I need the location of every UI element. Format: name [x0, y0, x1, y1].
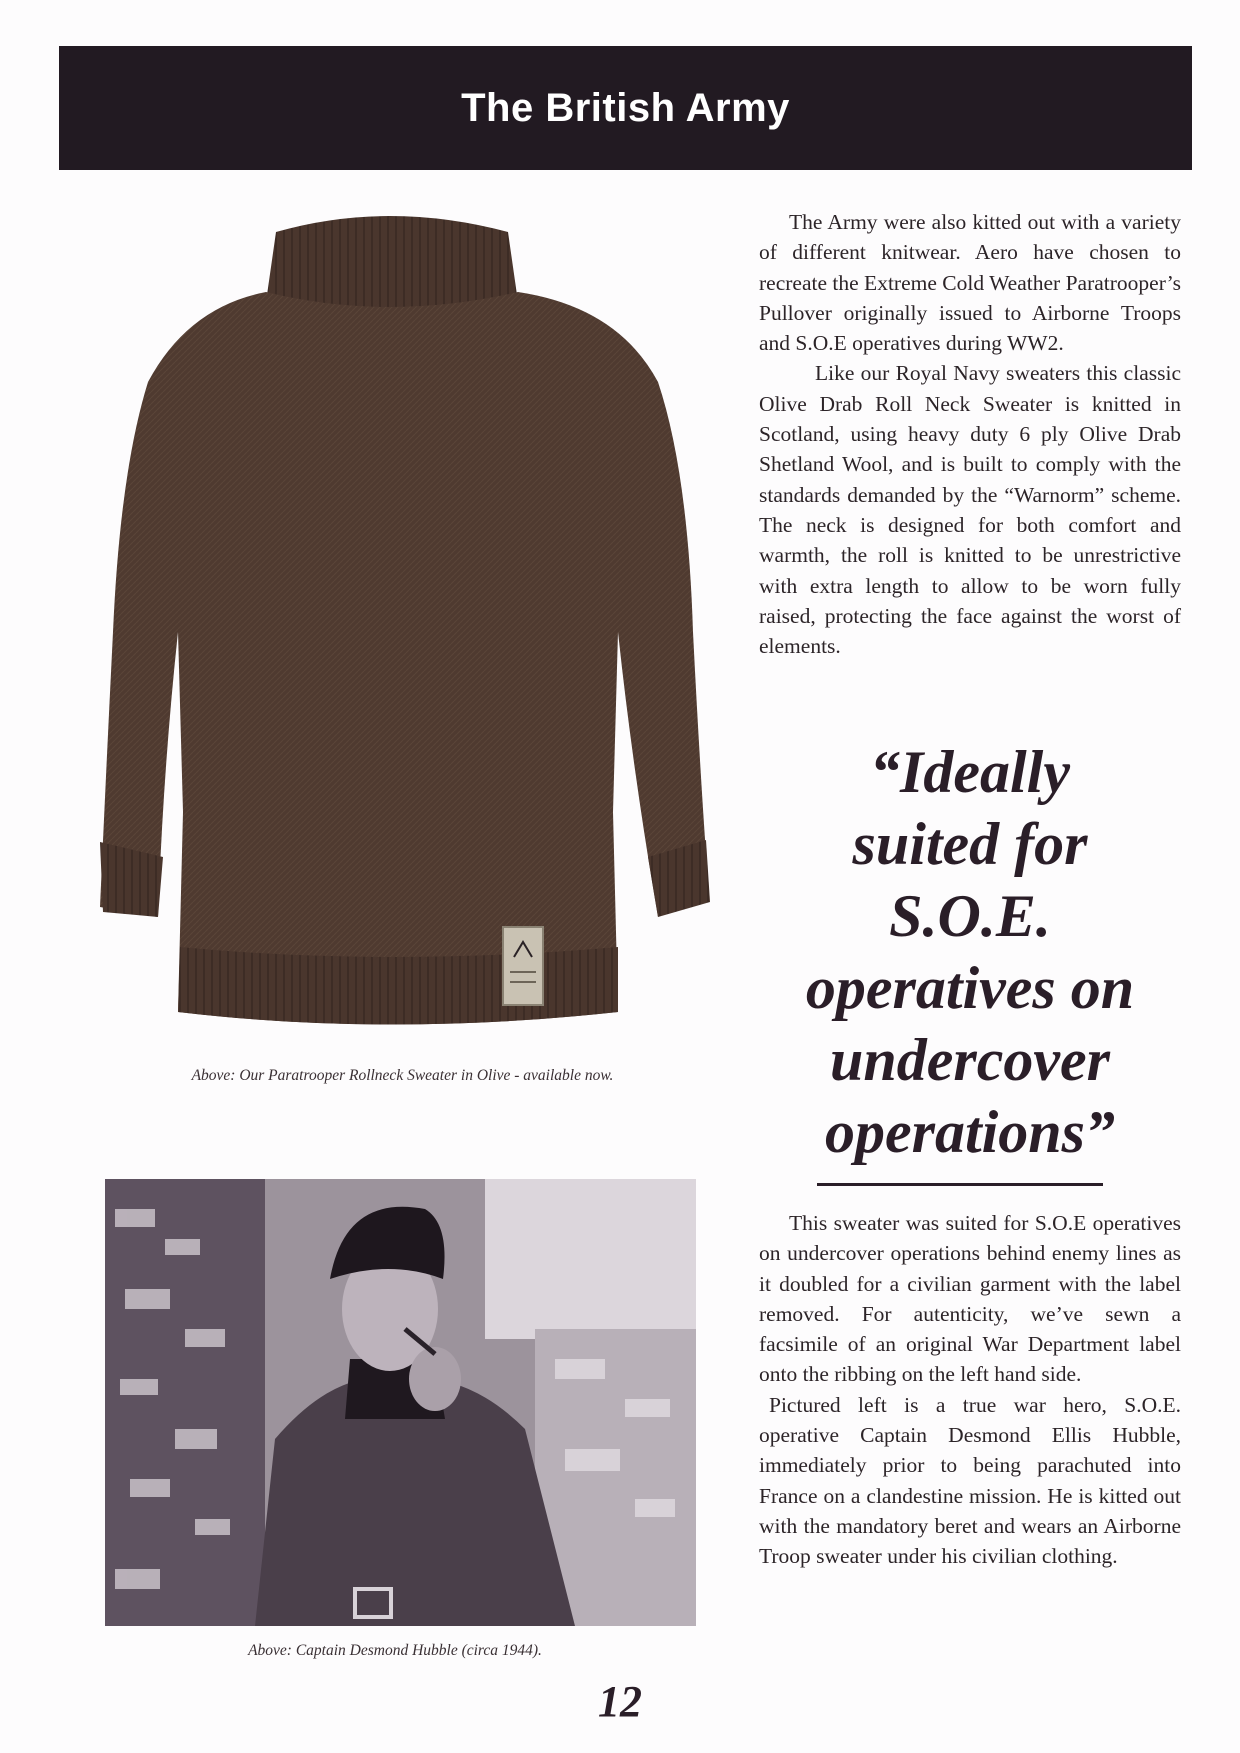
portrait-caption: Above: Captain Desmond Hubble (circa 1944).: [248, 1642, 542, 1659]
pull-quote-line: S.O.E.: [889, 883, 1051, 949]
page-number: 12: [598, 1677, 642, 1726]
pull-quote: [740, 736, 1200, 1168]
sweater-caption: Above: Our Paratrooper Rollneck Sweater in Olive - available now.: [191, 1067, 614, 1084]
pull-quote-line: operatives on: [805, 955, 1135, 1021]
pull-quote-line: “Ideally: [870, 739, 1070, 805]
sweater-image: [88, 212, 733, 1037]
body-paragraph-1: The Army were also kitted out with a variety of different knitwear. Aero have chosen to recreate the Extreme Cold Weather Paratrooper’s Pullover originally issued to Airborne Troops and S.O.E operatives during WW2.: [759, 210, 1181, 356]
body-paragraph-3: This sweater was suited for S.O.E operatives on undercover operations behind enemy lines as it doubled for a civilian garment with the label removed. For autenticity, we’ve sewn a facsimile of an original War Department label onto the ribbing on the left hand side.: [759, 1211, 1181, 1387]
pull-quote-underline: [817, 1183, 1103, 1186]
pull-quote-line: suited for: [852, 811, 1088, 877]
header-bar: [59, 46, 1192, 170]
pull-quote-line: operations”: [824, 1099, 1116, 1165]
page-title: The British Army: [461, 85, 790, 130]
body-paragraph-2: Like our Royal Navy sweaters this classic Olive Drab Roll Neck Sweater is knitted in Scotland, using heavy duty 6 ply Olive Drab Shetland Wool, and is built to comply with the standards demanded by the “Warnorm” scheme. The neck is designed for both comfort and warmth, the roll is knitted to be unrestrictive with extra length to allow to be worn fully raised, protecting the face against the worst of elements.: [759, 361, 1181, 659]
portrait-photo: [105, 1179, 696, 1626]
body-paragraph-4: Pictured left is a true war hero, S.O.E. operative Captain Desmond Ellis Hubble, immediately prior to being parachuted into France on a clandestine mission. He is kitted out with the mandatory beret and wears an Airborne Troop sweater under his civilian clothing.: [759, 1392, 1181, 1569]
pull-quote-line: undercover: [830, 1027, 1110, 1093]
intro-text-column: [759, 207, 1181, 661]
story-text-column: [759, 1208, 1181, 1572]
